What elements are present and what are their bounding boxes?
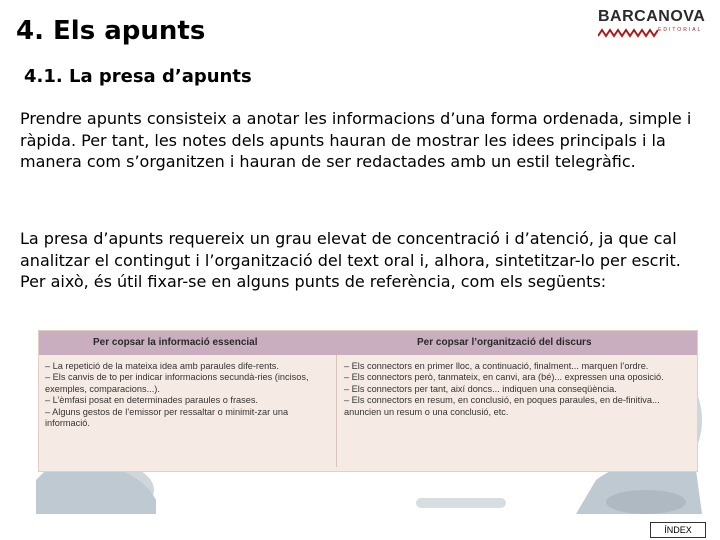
- logo-zigzag-icon: [598, 28, 658, 38]
- list-item: – Els connectors en resum, en conclusió, en poques paraules, en de-finitiva... anuncien un resum o una conclusió, etc.: [344, 395, 660, 417]
- column-header-organization: Per copsar l’organització del discurs: [417, 337, 592, 348]
- list-item: – Els connectors però, tanmateix, en canvi, ara (bé)... expressen una oposició.: [344, 372, 664, 383]
- note-taking-table: [38, 330, 698, 472]
- logo-subtitle: EDITORIAL: [658, 27, 703, 33]
- list-item: – L’èmfasi posat en determinades paraules o frases.: [45, 395, 258, 406]
- list-item: – Els connectors en primer lloc, a continuació, finalment... marquen l’ordre.: [344, 361, 649, 371]
- column-divider: [336, 355, 337, 467]
- index-button[interactable]: ÍNDEX: [650, 522, 706, 538]
- paragraph-2: La presa d’apunts requereix un grau elevat de concentració i d’atenció, ja que cal analitzar el contingut i l’organització del text oral i, alhora, sintetitzar-lo per escrit. Per això, és útil fixar-se en alguns punts de referència, com els següents:: [20, 229, 681, 291]
- list-item: – La repetició de la mateixa idea amb paraules dife-rents.: [45, 361, 279, 371]
- section-subtitle: 4.1. La presa d’apunts: [24, 66, 252, 87]
- essential-info-list: [45, 361, 329, 429]
- table-header: [39, 331, 697, 355]
- discourse-organization-list: [344, 361, 689, 418]
- list-item: – Els connectors per tant, així doncs... indiquen una conseqüència.: [344, 383, 617, 394]
- barcanova-logo: [596, 6, 712, 42]
- column-header-essential: Per copsar la informació essencial: [93, 337, 258, 348]
- paragraph-1: Prendre apunts consisteix a anotar les informacions d’una forma ordenada, simple i ràpida. Per tant, les notes dels apunts hauran de mostrar les idees principals i la manera com s’organitzen i hauran de ser redactades amb un estil telegràfic.: [20, 109, 692, 171]
- list-item: – Alguns gestos de l’emissor per ressaltar o minimit-zar una informació.: [45, 406, 289, 429]
- page-title: 4. Els apunts: [16, 16, 206, 46]
- logo-wordmark: BARCANOVA: [598, 8, 706, 25]
- list-item: – Els canvis de to per indicar informacions secundà-ries (incisos, exemples, comparacions...).: [45, 372, 309, 394]
- reference-table-figure: [36, 330, 702, 514]
